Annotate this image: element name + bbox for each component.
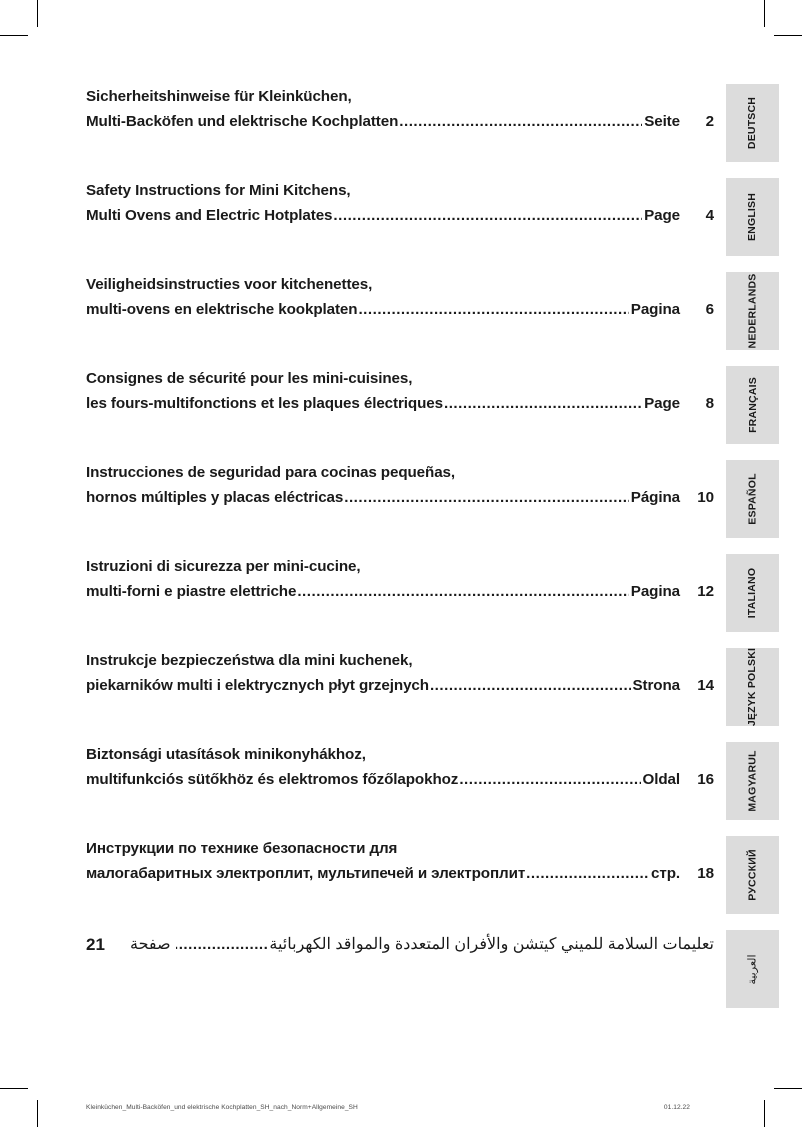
language-tab-nederlands[interactable] — [726, 272, 779, 350]
toc-entry-italiano — [86, 554, 714, 648]
language-tab-label: JĘZYK POLSKI — [746, 648, 759, 726]
toc-entry-subtitle: Multi-Backöfen und elektrische Kochplatten — [86, 113, 399, 130]
toc-entry-english — [86, 178, 714, 272]
footer-date: 01.12.22 — [663, 1104, 690, 1111]
language-tab-strip — [726, 84, 779, 1024]
toc-page-number: 2 — [705, 113, 714, 130]
language-tab-english[interactable] — [726, 178, 779, 256]
language-tab-russian[interactable] — [726, 836, 779, 914]
language-tab-label: DEUTSCH — [746, 96, 759, 150]
toc-page-label: Pagina — [630, 583, 680, 600]
toc-entry-line-1 — [86, 554, 714, 579]
toc-entry-subtitle: hornos múltiples y placas eléctricas — [86, 489, 344, 506]
dot-leader — [399, 109, 642, 134]
toc-page-label: Page — [644, 207, 680, 224]
toc-page-number: 8 — [705, 395, 714, 412]
footer-filename: Kleinküchen_Multi-Backöfen_und elektrische Kochplatten_SH_nach_Norm+Allgemeine_SH — [86, 1104, 358, 1111]
toc-entry-line-1 — [86, 460, 714, 485]
language-tab-label: ESPAÑOL — [746, 473, 759, 525]
language-tab-magyarul[interactable] — [726, 742, 779, 820]
dot-leader — [526, 861, 649, 886]
toc-page-label: стр. — [651, 865, 680, 882]
toc-entry-subtitle: تعليمات السلامة للميني كيتشن والأفران المتعددة والمواقد الكهربائية — [269, 936, 714, 953]
language-tab-label: РУССКИЙ — [746, 849, 759, 901]
toc-entry-subtitle: les fours-multifonctions et les plaques électriques — [86, 395, 443, 412]
toc-page-number: 12 — [697, 583, 714, 600]
toc-page-label: Página — [630, 489, 680, 506]
toc-entry-subtitle: multifunkciós sütőkhöz és elektromos főzőlapokhoz — [86, 771, 459, 788]
language-tab-label: ENGLISH — [746, 192, 759, 242]
toc-entry-line-2 — [86, 579, 714, 604]
language-tab-arabic[interactable] — [726, 930, 779, 1008]
toc-page-number: 4 — [705, 207, 714, 224]
dot-leader — [297, 579, 628, 604]
language-tab-label: العربية — [747, 953, 759, 985]
toc-entry-title: Istruzioni di sicurezza per mini-cucine, — [86, 558, 361, 575]
language-tab-label: MAGYARUL — [746, 750, 759, 812]
toc-page-label: Page — [644, 395, 680, 412]
language-tab-label: ITALIANO — [746, 567, 759, 619]
toc-entry-subtitle: малогабаритных электроплит, мультипечей и электроплит — [86, 865, 526, 882]
language-tab-francais[interactable] — [726, 366, 779, 444]
toc-entry-line-1 — [86, 178, 714, 203]
toc-page-number: 14 — [697, 677, 714, 694]
language-tab-label: NEDERLANDS — [746, 273, 759, 349]
toc-entry-arabic — [86, 932, 714, 1012]
toc-entry-magyarul — [86, 742, 714, 836]
toc-page-label: Strona — [632, 677, 680, 694]
dot-leader — [459, 767, 640, 792]
toc-entry-line-2 — [86, 861, 714, 886]
toc-entry-title: Veiligheidsinstructies voor kitchenettes, — [86, 276, 373, 293]
toc-entry-line-2 — [86, 485, 714, 510]
toc-entry-line-1 — [86, 366, 714, 391]
toc-entry-line-2 — [86, 203, 714, 228]
dot-leader — [444, 391, 642, 416]
toc-entry-subtitle: multi-ovens en elektrische kookplaten — [86, 301, 358, 318]
toc-entry-line-2 — [86, 391, 714, 416]
toc-entry-line-1 — [86, 836, 714, 861]
toc-entry-line-1 — [86, 84, 714, 109]
toc-entry-line-1 — [86, 648, 714, 673]
toc-entry-subtitle: Multi Ovens and Electric Hotplates — [86, 207, 333, 224]
toc-entry-line-1 — [86, 742, 714, 767]
dot-leader — [358, 297, 628, 322]
toc-entry-subtitle: multi-forni e piastre elettriche — [86, 583, 297, 600]
toc-entry-subtitle: piekarników multi i elektrycznych płyt grzejnych — [86, 677, 429, 694]
toc-entry-deutsch — [86, 84, 714, 178]
toc-page-label: Pagina — [630, 301, 680, 318]
language-tab-espanol[interactable] — [726, 460, 779, 538]
toc-entry-francais — [86, 366, 714, 460]
toc-entry-line-2 — [86, 673, 714, 698]
toc-page-number: 16 — [697, 771, 714, 788]
table-of-contents — [86, 84, 714, 1012]
dot-leader — [344, 485, 629, 510]
toc-entry-title: Инструкции по технике безопасности для — [86, 840, 398, 857]
toc-entry-russian — [86, 836, 714, 932]
toc-page-number: 18 — [697, 865, 714, 882]
language-tab-label: FRANÇAIS — [746, 377, 759, 433]
toc-page-number: 10 — [697, 489, 714, 506]
toc-entry-title: Safety Instructions for Mini Kitchens, — [86, 182, 351, 199]
toc-page-label: صفحة — [130, 936, 171, 953]
language-tab-deutsch[interactable] — [726, 84, 779, 162]
toc-entry-title: Biztonsági utasítások minikonyhákhoz, — [86, 746, 366, 763]
toc-entry-jezyk-polski — [86, 648, 714, 742]
toc-entry-line-2 — [86, 109, 714, 134]
dot-leader — [176, 932, 269, 958]
toc-entry-title: Sicherheitshinweise für Kleinküchen, — [86, 88, 352, 105]
dot-leader — [430, 673, 631, 698]
toc-entry-title: Instrukcje bezpieczeństwa dla mini kuchenek, — [86, 652, 413, 669]
toc-entry-title: Consignes de sécurité pour les mini-cuisines, — [86, 370, 413, 387]
toc-page-number: 6 — [705, 301, 714, 318]
toc-entry-nederlands — [86, 272, 714, 366]
page-footer — [86, 1104, 714, 1111]
toc-entry-title: Instrucciones de seguridad para cocinas pequeñas, — [86, 464, 456, 481]
toc-entry-line-2 — [86, 767, 714, 792]
toc-entry-line-1 — [86, 272, 714, 297]
language-tab-jezyk-polski[interactable] — [726, 648, 779, 726]
dot-leader — [333, 203, 642, 228]
language-tab-italiano[interactable] — [726, 554, 779, 632]
toc-page-label: Seite — [644, 113, 680, 130]
toc-entry-espanol — [86, 460, 714, 554]
toc-page-label: Oldal — [642, 771, 680, 788]
toc-page-number: 21 — [86, 935, 105, 954]
toc-entry-line-2 — [86, 297, 714, 322]
toc-entry-line-arabic — [86, 932, 714, 958]
